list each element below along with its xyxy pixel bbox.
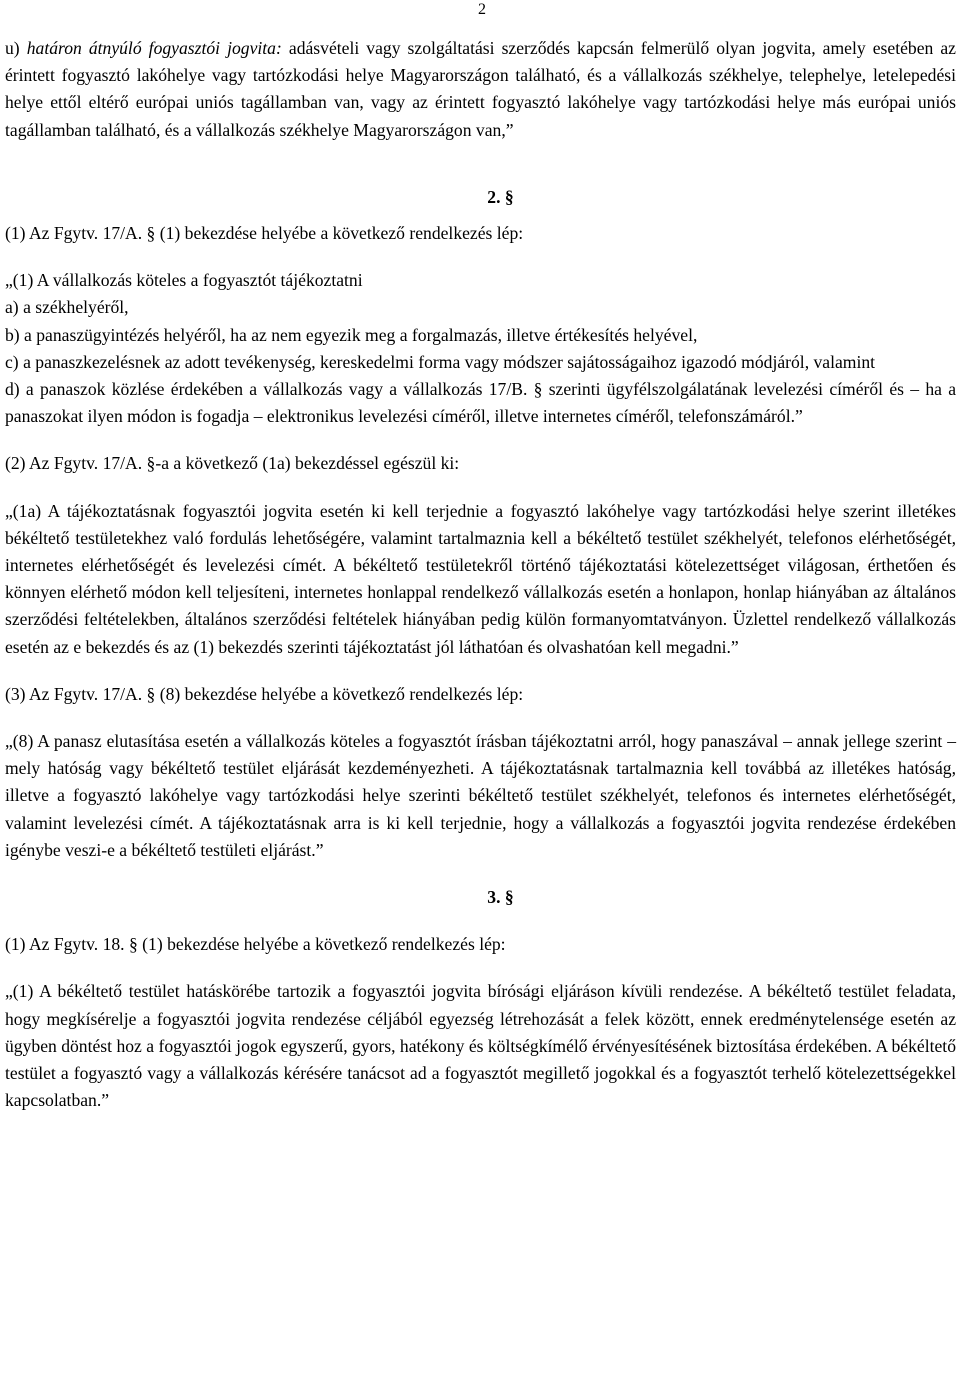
section-2-quoted-provision — [5, 267, 956, 430]
item-b: b) a panaszügyintézés helyéről, ha az nem egyezik meg a forgalmazás, illetve értékesítés helyével, — [5, 324, 698, 345]
page-number: 2 — [478, 1, 486, 18]
section-2-para-3-text: „(8) A panasz elutasítása esetén a vállalkozás köteles a fogyasztót írásban tájékoztatni arról, hogy panaszával – annak jellege szerint – mely hatóság vagy békéltető testület eljárását kezdeményezheti. A tájékoztatásnak tartalmaznia kell továbbá az illetékes hatóság, illetve a fogyasztó lakóhelye vagy tartózkodási helye szerinti békéltető testület székhelyét, telefonos és internetes elérhetőségét, valamint levelezési címét. A tájékoztatásnak arra is ki kell terjednie, hogy a vállalkozás a fogyasztói jogvita rendezése érdekében igénybe veszi-e a békéltető testületi eljárást.” — [5, 731, 956, 860]
section-2-para-2-text: „(1a) A tájékoztatásnak fogyasztói jogvita esetén ki kell terjednie a fogyasztó lakóhelye vagy tartózkodási helye szerint illetékes békéltető testületekhez való fordulás lehetőségére, valamint tartalmaznia kell a békéltető testület székhelyét, telefonos elérhetőségét, internetes elérhetőségét és levelezési címét. A békéltető testületekről történő tájékoztatási kötelezettséget világosan, érthetően és könnyen elérhető módon kell teljesíteni, internetes honlappal rendelkező vállalkozás esetén a honlapon, honlap hiányában az általános szerződési feltételekben, általános szerződési feltételek hiányában pedig külön formanyomtatványon. Üzlettel rendelkező vállalkozás esetén az e bekezdés és az (1) bekezdés szerinti tájékoztatást jól láthatóan és olvashatóan kell megadni.” — [5, 500, 956, 657]
section-3-heading: 3. § — [487, 887, 514, 908]
document-body — [5, 35, 956, 1115]
definition-term: határon átnyúló fogyasztói jogvita: — [26, 38, 282, 58]
section-2-para-1-text: „(1) A vállalkozás köteles a fogyasztót tájékoztatni — [5, 270, 363, 291]
section-3-para-1-intro: (1) Az Fgytv. 18. § (1) bekezdése helyébe a következő rendelkezés lép: — [5, 934, 506, 955]
section-2-para-1-intro: (1) Az Fgytv. 17/A. § (1) bekezdése helyébe a következő rendelkezés lép: — [5, 223, 524, 244]
section-2-heading: 2. § — [487, 186, 514, 207]
item-a: a) a székhelyéről, — [5, 297, 129, 318]
section-3-para-1-text: „(1) A békéltető testület hatáskörébe tartozik a fogyasztói jogvita bírósági eljáráson kívüli rendezése. A békéltető testület feladata, hogy megkísérelje a fogyasztói jogvita rendezése céljából egyezség létrehozását a felek között, ennek eredménytelensége esetén az ügyben döntést hoz a fogyasztói jogok egyszerű, gyors, hatékony és költségkímélő érvényesítésének biztosítása érdekében. A békéltető testület a fogyasztó vagy a vállalkozás kérésére tanácsot ad a fogyasztót megillető jogokkal és a fogyasztót terhelő kötelezettségekkel kapcsolatban.” — [5, 981, 956, 1111]
item-d: d) a panaszok közlése érdekében a vállalkozás vagy a vállalkozás 17/B. § szerinti ügyfélszolgálatának levelezési címéről és – ha a panaszokat ilyen módon is fogadja – elektronikus levelezési címéről, illetve internetes címéről, telefonszámáról.” — [5, 379, 956, 427]
definition-u — [5, 35, 956, 144]
definition-text: adásvételi vagy szolgáltatási szerződés kapcsán felmerülő olyan jogvita, amely esetében az érintett fogyasztó lakóhelye vagy tartózkodási helye Magyarországon található, és a vállalkozás székhelye, telephelye, letelepedési helye ettől eltérő európai uniós tagállamban van, vagy az érintett fogyasztó lakóhelye vagy tartózkodási helye más európai uniós tagállamban található, és a vállalkozás székhelye Magyarországon van,” — [5, 38, 956, 140]
definition-label: u) — [5, 38, 27, 58]
section-2-para-3-intro: (3) Az Fgytv. 17/A. § (8) bekezdése helyébe a következő rendelkezés lép: — [5, 683, 524, 704]
item-c: c) a panaszkezelésnek az adott tevékenység, kereskedelmi forma vagy módszer sajátosságaihoz igazodó módjáról, valamint — [5, 351, 876, 372]
section-2-para-2-intro: (2) Az Fgytv. 17/A. §-a a következő (1a) bekezdéssel egészül ki: — [5, 453, 460, 474]
